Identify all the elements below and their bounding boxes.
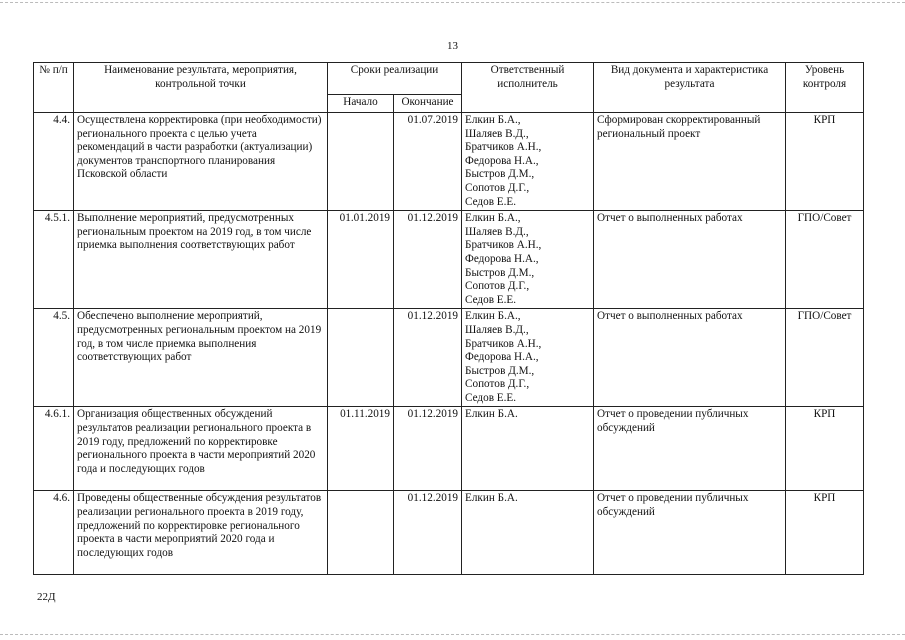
row-control-level: ГПО/Совет [786, 309, 864, 407]
row-end: 01.12.2019 [394, 309, 462, 407]
row-end: 01.12.2019 [394, 211, 462, 309]
row-start [328, 309, 394, 407]
header-period: Сроки реализации [328, 63, 462, 95]
table-row [34, 113, 864, 211]
table-row [34, 309, 864, 407]
header-responsible: Ответственный исполнитель [462, 63, 594, 113]
row-num: 4.4. [34, 113, 74, 211]
row-start [328, 491, 394, 575]
page-number: 13 [447, 40, 458, 52]
row-name: Организация общественных обсуждений результатов реализации регионального проекта в 2019 году, предложений по корректировке регионального проекта в части мероприятий 2020 года и последующих годов [74, 407, 328, 491]
row-start [328, 113, 394, 211]
row-control-level: КРП [786, 407, 864, 491]
row-name: Осуществлена корректировка (при необходимости) регионального проекта с целью учета рекомендаций в части разработки (актуализации) документов транспортного планирования Псковской области [74, 113, 328, 211]
table-row [34, 211, 864, 309]
header-end: Окончание [394, 95, 462, 113]
header-start: Начало [328, 95, 394, 113]
header-control-level: Уровень контроля [786, 63, 864, 113]
footer-code: 22Д [37, 591, 56, 603]
row-doc-type: Сформирован скорректированный региональный проект [594, 113, 786, 211]
row-control-level: КРП [786, 491, 864, 575]
row-doc-type: Отчет о выполненных работах [594, 309, 786, 407]
table-row [34, 407, 864, 491]
row-num: 4.6.1. [34, 407, 74, 491]
row-control-level: ГПО/Совет [786, 211, 864, 309]
header-row [34, 63, 864, 95]
header-name: Наименование результата, мероприятия, контрольной точки [74, 63, 328, 113]
row-responsible: Елкин Б.А. [462, 407, 594, 491]
row-num: 4.5. [34, 309, 74, 407]
header-num: № п/п [34, 63, 74, 113]
row-doc-type: Отчет о проведении публичных обсуждений [594, 491, 786, 575]
row-end: 01.12.2019 [394, 407, 462, 491]
row-responsible: Елкин Б.А., Шаляев В.Д., Братчиков А.Н., Федорова Н.А., Быстров Д.М., Сопотов Д.Г., Седов Е.Е. [462, 113, 594, 211]
row-name: Проведены общественные обсуждения результатов реализации регионального проекта в 2019 году, предложений по корректировке регионального проекта в части мероприятий 2020 года и последующих годов [74, 491, 328, 575]
row-control-level: КРП [786, 113, 864, 211]
row-responsible: Елкин Б.А. [462, 491, 594, 575]
scan-edge-bottom [0, 634, 905, 636]
row-name: Выполнение мероприятий, предусмотренных региональным проектом на 2019 год, в том числе приемка выполнения соответствующих работ [74, 211, 328, 309]
table-row [34, 491, 864, 575]
row-name: Обеспечено выполнение мероприятий, предусмотренных региональным проектом на 2019 год, в том числе приемка выполнения соответствующих работ [74, 309, 328, 407]
row-responsible: Елкин Б.А., Шаляев В.Д., Братчиков А.Н., Федорова Н.А., Быстров Д.М., Сопотов Д.Г., Седов Е.Е. [462, 309, 594, 407]
scan-edge-top [0, 2, 905, 4]
row-end: 01.07.2019 [394, 113, 462, 211]
row-start: 01.11.2019 [328, 407, 394, 491]
row-num: 4.5.1. [34, 211, 74, 309]
row-responsible: Елкин Б.А., Шаляев В.Д., Братчиков А.Н., Федорова Н.А., Быстров Д.М., Сопотов Д.Г., Седов Е.Е. [462, 211, 594, 309]
row-num: 4.6. [34, 491, 74, 575]
header-doc-type: Вид документа и характеристика результата [594, 63, 786, 113]
row-doc-type: Отчет о проведении публичных обсуждений [594, 407, 786, 491]
row-end: 01.12.2019 [394, 491, 462, 575]
row-start: 01.01.2019 [328, 211, 394, 309]
project-plan-table [33, 62, 864, 575]
row-doc-type: Отчет о выполненных работах [594, 211, 786, 309]
